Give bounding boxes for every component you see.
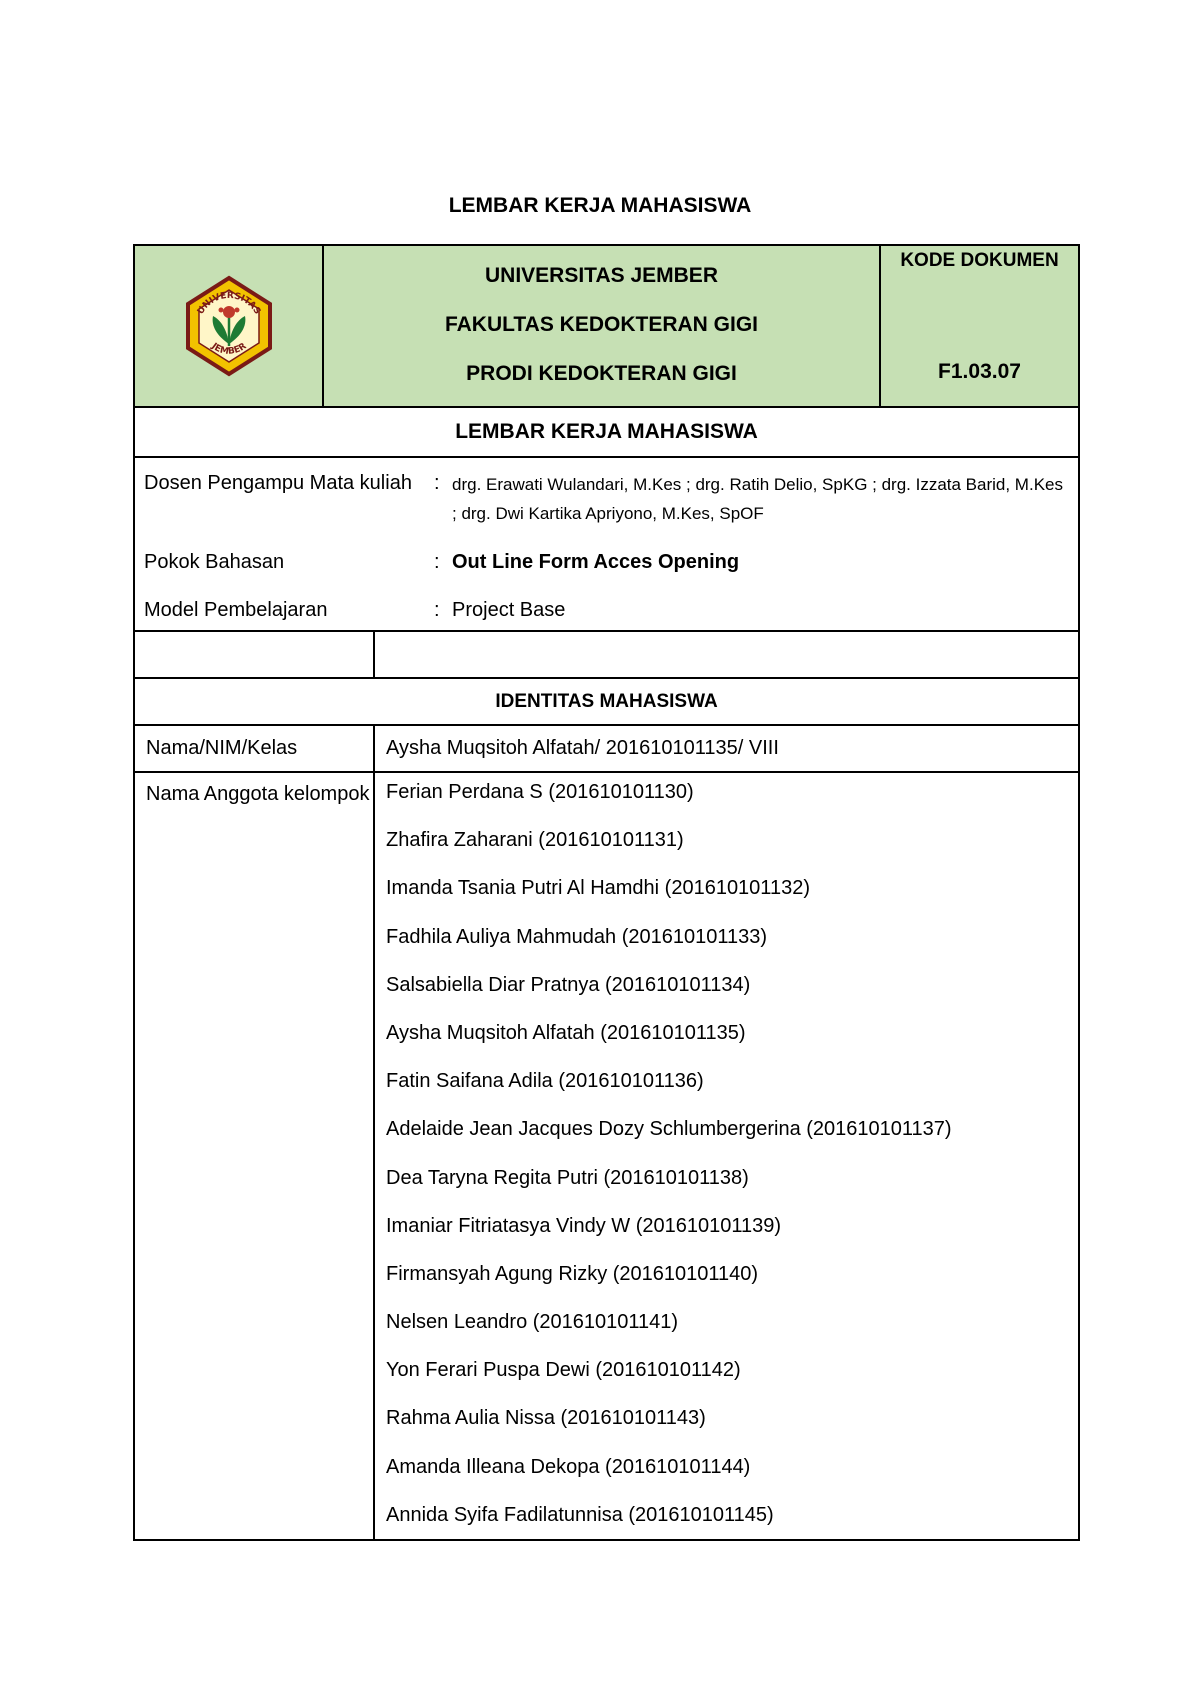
learning-model-label: Model Pembelajaran — [144, 599, 328, 621]
list-item: Zhafira Zaharani (201610101131) — [386, 829, 684, 852]
document-code-value: F1.03.07 — [938, 360, 1021, 383]
list-item: Firmansyah Agung Rizky (201610101140) — [386, 1262, 759, 1285]
student-identity-heading: IDENTITAS MAHASISWA — [135, 679, 1078, 726]
separator: : — [434, 599, 440, 621]
list-item: Salsabiella Diar Pratnya (201610101134) — [386, 973, 751, 996]
topic-value: Out Line Form Acces Opening — [452, 551, 740, 573]
list-item: Imanda Tsania Putri Al Hamdhi (201610101132) — [386, 877, 810, 900]
seal-text-top: UNIVERSITAS — [195, 290, 262, 317]
learning-model-row — [144, 599, 1068, 622]
university-name: UNIVERSITAS JEMBER — [485, 264, 718, 288]
faculty-name: FAKULTAS KEDOKTERAN GIGI — [444, 312, 759, 336]
separator: : — [434, 551, 440, 573]
list-item: Yon Ferari Puspa Dewi (201610101142) — [386, 1359, 741, 1382]
topic-row — [144, 551, 1068, 574]
list-item: Imaniar Fitriatasya Vindy W (201610101139) — [386, 1214, 782, 1237]
student-name-value: Aysha Muqsitoh Alfatah/ 201610101135/ VIII — [386, 737, 779, 759]
group-members-label: Nama Anggota kelompok — [135, 773, 375, 1539]
list-item: Fadhila Auliya Mahmudah (201610101133) — [386, 925, 768, 948]
list-item: Ferian Perdana S (201610101130) — [386, 781, 694, 803]
empty-cell — [375, 632, 1078, 677]
seal-text-bottom: JEMBER — [208, 341, 248, 358]
empty-cell — [135, 632, 375, 677]
lecturer-value: drg. Erawati Wulandari, M.Kes ; drg. Ratih Delio, SpKG ; drg. Izzata Barid, M.Kes ; drg. Dwi Kartika Apriyono, M.Kes, SpOF — [452, 475, 1063, 523]
list-item: Dea Taryna Regita Putri (201610101138) — [386, 1166, 749, 1189]
separator: : — [434, 472, 440, 494]
list-item: Adelaide Jean Jacques Dozy Schlumbergerina (201610101137) — [386, 1118, 952, 1141]
learning-model-value: Project Base — [452, 599, 566, 621]
lecturer-label: Dosen Pengampu Mata kuliah — [144, 472, 412, 494]
document-header — [135, 246, 1078, 408]
topic-label: Pokok Bahasan — [144, 551, 285, 573]
group-members-row — [135, 773, 1078, 1539]
document-code-label: KODE DOKUMEN — [900, 250, 1059, 271]
page-title: LEMBAR KERJA MAHASISWA — [448, 194, 752, 217]
worksheet-table — [133, 244, 1080, 1541]
empty-row — [135, 632, 1078, 679]
list-item: Annida Syifa Fadilatunnisa (201610101145) — [386, 1503, 774, 1526]
document-code-cell — [881, 246, 1078, 406]
logo-cell — [135, 246, 324, 406]
university-seal-icon — [177, 274, 281, 378]
list-item: Amanda Illeana Dekopa (201610101144) — [386, 1455, 751, 1478]
course-info — [135, 458, 1078, 632]
group-members-list — [375, 773, 1078, 1539]
student-name-row — [135, 726, 1078, 773]
worksheet-subtitle: LEMBAR KERJA MAHASISWA — [135, 408, 1078, 458]
list-item: Fatin Saifana Adila (201610101136) — [386, 1070, 704, 1093]
lecturer-row — [144, 472, 1068, 528]
institution-cell — [324, 246, 881, 406]
list-item: Aysha Muqsitoh Alfatah (201610101135) — [386, 1021, 746, 1044]
student-name-label: Nama/NIM/Kelas — [135, 726, 375, 771]
program-name: PRODI KEDOKTERAN GIGI — [466, 361, 737, 385]
list-item: Nelsen Leandro (201610101141) — [386, 1311, 679, 1334]
list-item: Rahma Aulia Nissa (201610101143) — [386, 1407, 706, 1430]
